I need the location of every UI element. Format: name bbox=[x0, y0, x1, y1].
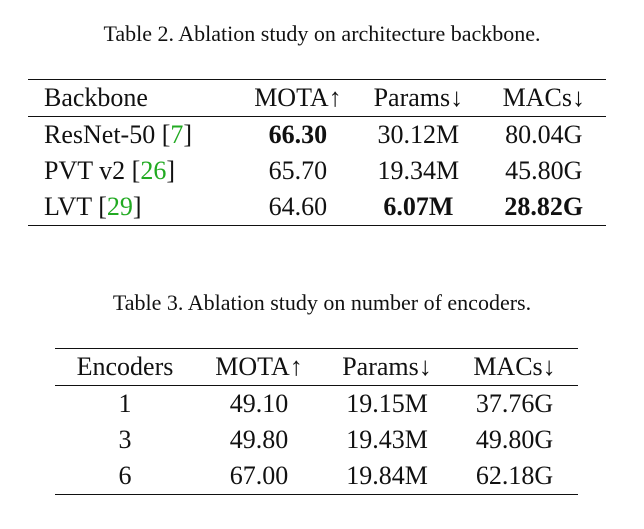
header-encoders: Encoders bbox=[76, 352, 174, 381]
backbone-name: ResNet-50 bbox=[44, 120, 162, 149]
mota-cell: 65.70 bbox=[268, 156, 328, 185]
citation-link[interactable]: 26 bbox=[140, 156, 167, 185]
citation-link[interactable]: 7 bbox=[170, 120, 184, 149]
macs-cell: 45.80G bbox=[505, 156, 583, 185]
table3-caption: Table 3. Ablation study on number of encoders. bbox=[112, 290, 532, 315]
header-macs: MACs↓ bbox=[473, 352, 556, 381]
backbone-name: LVT bbox=[44, 192, 99, 221]
encoders-cell: 3 bbox=[118, 425, 132, 454]
mota-cell: 49.10 bbox=[229, 389, 289, 418]
cite-close-bracket: ] bbox=[132, 192, 142, 221]
mota-cell: 64.60 bbox=[268, 192, 328, 221]
header-mota: MOTA↑ bbox=[215, 352, 303, 381]
encoders-cell: 1 bbox=[118, 389, 132, 418]
backbone-name: PVT v2 bbox=[44, 156, 132, 185]
params-cell: 19.15M bbox=[346, 389, 428, 418]
table3-encoders-ablation bbox=[55, 348, 578, 495]
backbone-cell bbox=[28, 153, 241, 189]
table-header-row bbox=[55, 349, 578, 386]
header-backbone: Backbone bbox=[44, 83, 148, 112]
macs-cell: 80.04G bbox=[505, 120, 583, 149]
params-cell: 19.34M bbox=[377, 156, 460, 185]
table2-caption: Table 2. Ablation study on architecture backbone. bbox=[103, 21, 541, 46]
params-cell: 19.43M bbox=[346, 425, 428, 454]
cite-open-bracket: [ bbox=[161, 120, 171, 149]
macs-cell: 49.80G bbox=[475, 425, 554, 454]
macs-cell: 37.76G bbox=[475, 389, 554, 418]
mota-cell: 67.00 bbox=[229, 461, 289, 490]
mota-cell: 49.80 bbox=[229, 425, 289, 454]
params-cell: 6.07M bbox=[383, 192, 454, 221]
table2-backbone-ablation bbox=[28, 79, 606, 226]
table-row bbox=[28, 153, 606, 189]
macs-cell: 28.82G bbox=[504, 192, 584, 221]
cite-close-bracket: ] bbox=[166, 156, 175, 185]
header-params: Params↓ bbox=[373, 83, 464, 112]
cite-close-bracket: ] bbox=[183, 120, 193, 149]
header-params: Params↓ bbox=[342, 352, 432, 381]
mota-cell: 66.30 bbox=[268, 120, 328, 149]
table-row bbox=[28, 189, 606, 226]
citation-link[interactable]: 29 bbox=[106, 192, 133, 221]
params-cell: 19.84M bbox=[346, 461, 428, 490]
macs-cell: 62.18G bbox=[475, 461, 554, 490]
header-mota: MOTA↑ bbox=[254, 83, 342, 112]
table-header-row bbox=[28, 80, 606, 117]
table-row bbox=[55, 422, 578, 458]
cite-open-bracket: [ bbox=[131, 156, 141, 185]
backbone-cell bbox=[28, 117, 241, 154]
backbone-cell bbox=[28, 189, 241, 226]
params-cell: 30.12M bbox=[377, 120, 460, 149]
header-macs: MACs↓ bbox=[502, 83, 585, 112]
cite-open-bracket: [ bbox=[98, 192, 107, 221]
table-row bbox=[55, 458, 578, 495]
encoders-cell: 6 bbox=[118, 461, 132, 490]
table-row bbox=[55, 386, 578, 423]
table-row bbox=[28, 117, 606, 154]
